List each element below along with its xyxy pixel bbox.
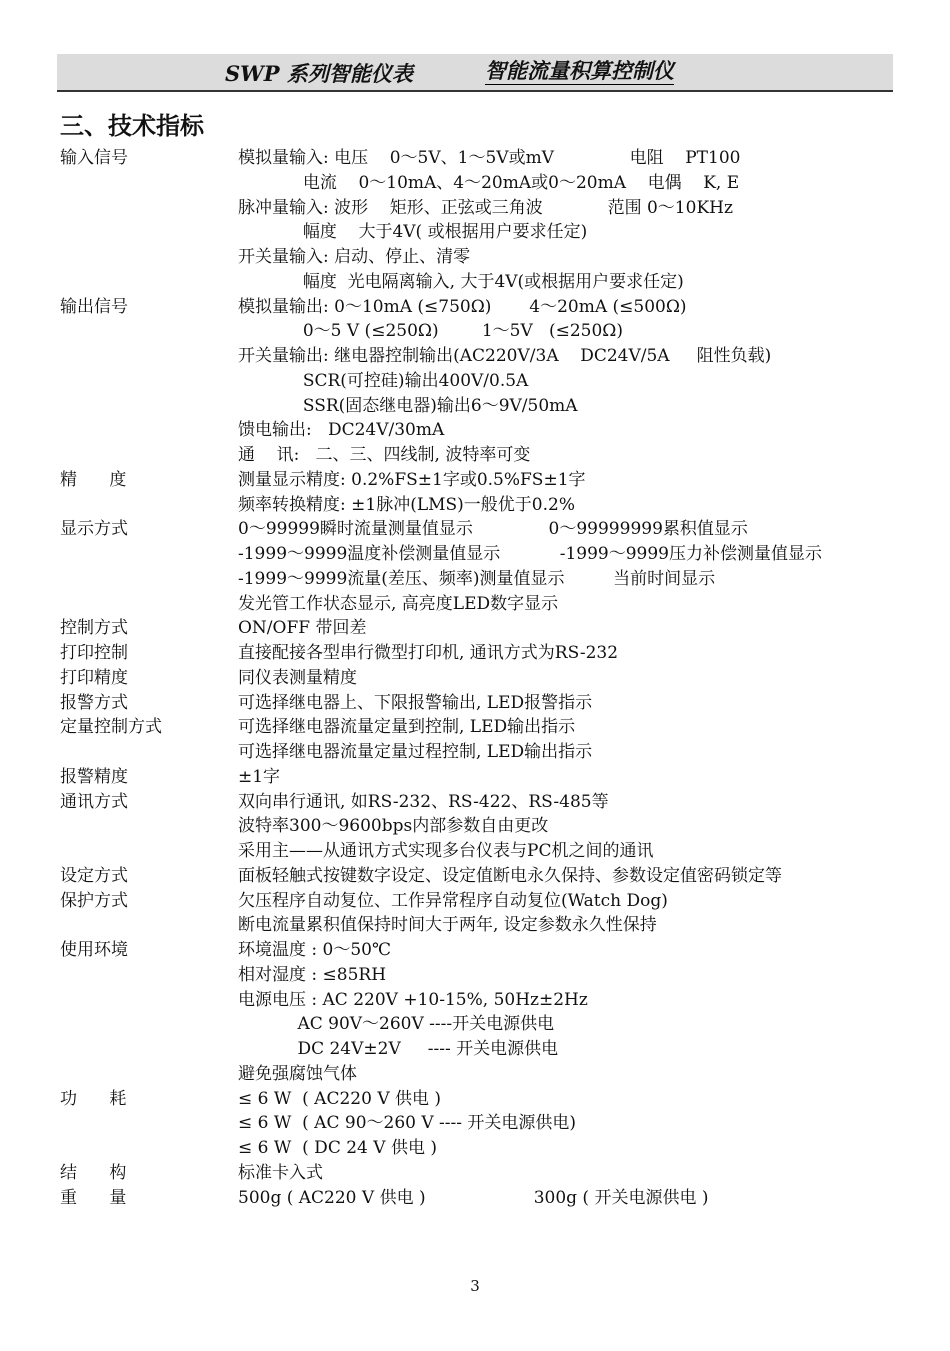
spec-value-line: 直接配接各型串行微型打印机, 通讯方式为RS-232 (238, 643, 619, 663)
spec-value-line: 可选择继电器上、下限报警输出, LED报警指示 (238, 692, 593, 713)
spec-label: 通讯方式 (60, 791, 128, 812)
spec-value-line: 测量显示精度: 0.2%FS±1字或0.5%FS±1字 (238, 469, 586, 490)
section-title: 三、技术指标 (60, 112, 204, 140)
spec-value-line: 电源电压 : AC 220V +10-15%, 50Hz±2Hz (238, 989, 588, 1010)
spec-value-line: 同仪表测量精度 (238, 667, 357, 688)
header-series-title: SWP 系列智能仪表 (225, 61, 413, 86)
spec-value-line: 环境温度 : 0～50℃ (238, 940, 391, 960)
spec-value-line: ±1字 (238, 766, 281, 787)
spec-value-line: 欠压程序自动复位、工作异常程序自动复位(Watch Dog) (238, 890, 668, 911)
page-header (57, 54, 893, 92)
spec-value-line: 频率转换精度: ±1脉冲(LMS)一般优于0.2% (238, 494, 575, 515)
spec-value-line: 可选择继电器流量定量过程控制, LED输出指示 (238, 742, 593, 762)
spec-value-line: 避免强腐蚀气体 (238, 1063, 357, 1084)
spec-value-line: 开关量输出: 继电器控制输出(AC220V/3A DC24V/5A 阻性负载) (238, 346, 772, 366)
spec-value-line: SCR(可控硅)输出400V/0.5A (238, 370, 529, 391)
spec-value-line: 波特率300～9600bps内部参数自由更改 (238, 816, 549, 837)
spec-value-line: -1999～9999温度补偿测量值显示 -1999～9999压力补偿测量值显示 (238, 544, 822, 564)
spec-value-line: 标准卡入式 (238, 1162, 323, 1183)
spec-label: 报警精度 (60, 766, 128, 787)
spec-label: 控制方式 (60, 618, 128, 639)
spec-value-line: 断电流量累积值保持时间大于两年, 设定参数永久性保持 (238, 915, 657, 936)
page-number: 3 (470, 1277, 480, 1295)
spec-label: 精 度 (60, 469, 127, 490)
spec-label: 打印控制 (60, 643, 128, 663)
spec-label: 重 量 (60, 1187, 127, 1208)
spec-value-line: 电流 0～10mA、4～20mA或0～20mA 电偶 K, E (238, 172, 740, 193)
spec-value-line: 采用主——从通讯方式实现多台仪表与PC机之间的通讯 (238, 841, 654, 861)
spec-label: 输入信号 (60, 148, 128, 168)
spec-label: 保护方式 (60, 890, 128, 911)
spec-value-line: 双向串行通讯, 如RS-232、RS-422、RS-485等 (238, 791, 609, 812)
spec-value-line: 幅度 大于4V( 或根据用户要求任定) (238, 222, 588, 243)
spec-value-line: 馈电输出: DC24V/30mA (238, 420, 445, 441)
spec-label: 结 构 (60, 1162, 127, 1183)
spec-value-line: 脉冲量输入: 波形 矩形、正弦或三角波 范围 0～10KHz (238, 197, 733, 218)
spec-label: 打印精度 (60, 667, 128, 688)
spec-label: 使用环境 (60, 940, 128, 960)
spec-value-line: ≤ 6 W ( DC 24 V 供电 ) (238, 1138, 437, 1158)
spec-value-line: ≤ 6 W ( AC220 V 供电 ) (238, 1088, 442, 1109)
spec-value-line: 幅度 光电隔离输入, 大于4V(或根据用户要求任定) (238, 271, 684, 292)
spec-label: 输出信号 (60, 296, 128, 317)
spec-value-line: AC 90V～260V ----开关电源供电 (238, 1014, 555, 1035)
spec-value-line: 通 讯: 二、三、四线制, 波特率可变 (238, 445, 531, 465)
spec-label: 设定方式 (60, 865, 128, 886)
spec-value-line: 发光管工作状态显示, 高亮度LED数字显示 (238, 593, 559, 614)
spec-value-line: SSR(固态继电器)输出6～9V/50mA (238, 395, 578, 416)
spec-value-line: 500g ( AC220 V 供电 ) 300g ( 开关电源供电 ) (238, 1187, 709, 1208)
spec-label: 功 耗 (60, 1088, 127, 1109)
spec-value-line: DC 24V±2V ---- 开关电源供电 (238, 1039, 559, 1059)
spec-value-line: -1999～9999流量(差压、频率)测量值显示 当前时间显示 (238, 568, 716, 589)
spec-value-line: 模拟量输出: 0～10mA (≤750Ω) 4～20mA (≤500Ω) (238, 296, 687, 317)
spec-value-line: 0～99999瞬时流量测量值显示 0～99999999累积值显示 (238, 519, 748, 540)
spec-value-line: 0～5 V (≤250Ω) 1～5V (≤250Ω) (238, 321, 624, 342)
spec-value-line: 开关量输入: 启动、停止、清零 (238, 247, 471, 267)
spec-value-line: 面板轻触式按键数字设定、设定值断电永久保持、参数设定值密码锁定等 (238, 865, 782, 886)
spec-value-line: 相对湿度 : ≤85RH (238, 964, 387, 985)
spec-label: 显示方式 (60, 519, 128, 540)
spec-label: 报警方式 (60, 692, 128, 713)
spec-value-line: 可选择继电器流量定量到控制, LED输出指示 (238, 717, 576, 738)
spec-value-line: ≤ 6 W ( AC 90～260 V ---- 开关电源供电) (238, 1113, 577, 1134)
header-product-title: 智能流量积算控制仪 (485, 58, 674, 83)
spec-value-line: 模拟量输入: 电压 0～5V、1～5V或mV 电阻 PT100 (238, 148, 741, 168)
spec-label: 定量控制方式 (60, 717, 162, 738)
spec-value-line: ON/OFF 带回差 (238, 618, 367, 639)
